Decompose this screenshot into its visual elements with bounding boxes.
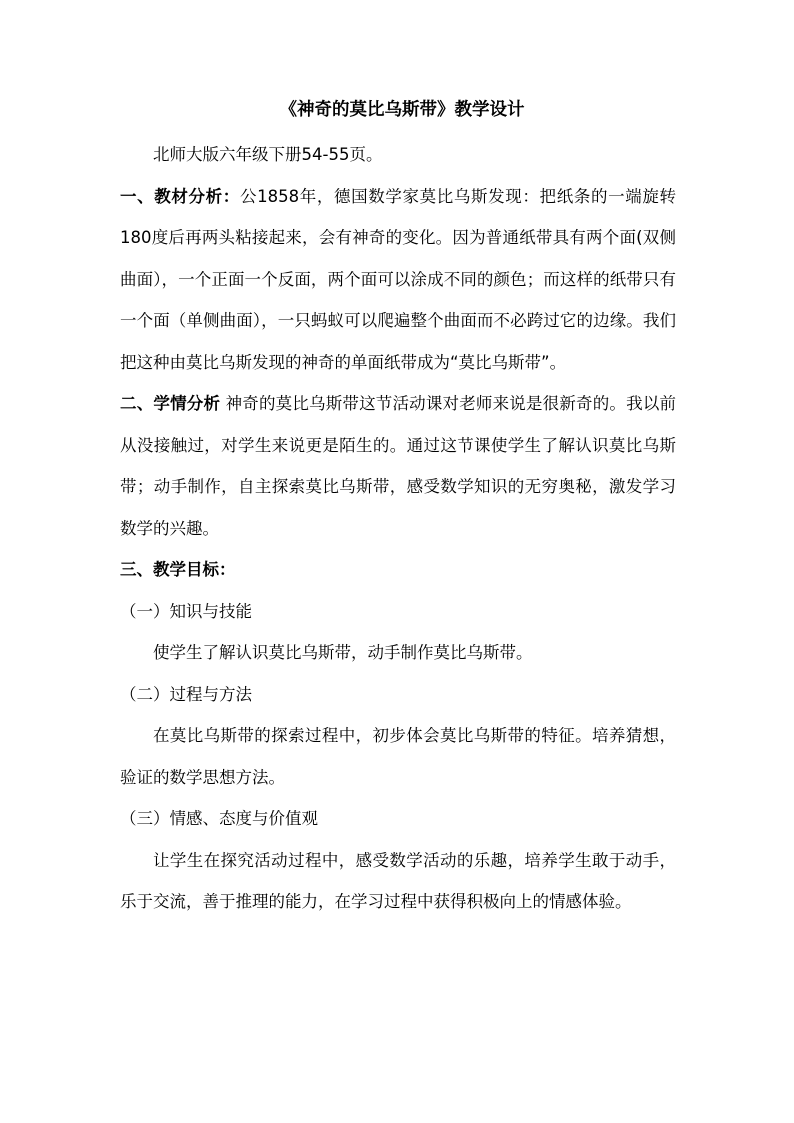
- document-body: [120, 98, 676, 923]
- goal-label: （二）过程与方法: [120, 684, 252, 704]
- section-heading: 一、教材分析：: [120, 186, 240, 206]
- section-teaching-goals-heading: 三、教学目标：: [120, 560, 236, 579]
- section-learner-analysis: [120, 383, 676, 549]
- section-heading: 二、学情分析: [120, 394, 221, 413]
- goal-text: 让学生在探究活动过程中，感受数学活动的乐趣，培养学生敢于动手，乐于交流，善于推理的能力，在学习过程中获得积极向上的情感体验。: [120, 850, 676, 911]
- intro-line: 北师大版六年级下册54-55页。: [153, 145, 383, 164]
- goal-label: （一）知识与技能: [120, 601, 252, 621]
- goal-text: 在莫比乌斯带的探索过程中，初步体会莫比乌斯带的特征。培养猜想，验证的数学思想方法。: [120, 726, 676, 787]
- section-textbook-analysis: [120, 176, 676, 384]
- section-body: 公1858年，德国数学家莫比乌斯发现：把纸条的一端旋转180度后再两头粘接起来，会有神奇的变化。因为普通纸带具有两个面(双侧曲面），一个正面一个反面，两个面可以涂成不同的颜色；而这样的纸带只有一个面（单侧曲面），一只蚂蚁可以爬遍整个曲面而不必跨过它的边缘。我们把这种由莫比乌斯发现的神奇的单面纸带成为“莫比乌斯带”。: [120, 186, 676, 372]
- goal-text: 使学生了解认识莫比乌斯带，动手制作莫比乌斯带。: [153, 643, 533, 662]
- document-title: 《神奇的莫比乌斯带》教学设计: [279, 100, 525, 120]
- goal-label: （三）情感、态度与价值观: [120, 809, 318, 828]
- section-body: 神奇的莫比乌斯带这节活动课对老师来说是很新奇的。我以前从没接触过，对学生来说更是陌生的。通过这节课使学生了解认识莫比乌斯带；动手制作，自主探索莫比乌斯带，感受数学知识的无穷奥秘，激发学习数学的兴趣。: [120, 394, 677, 538]
